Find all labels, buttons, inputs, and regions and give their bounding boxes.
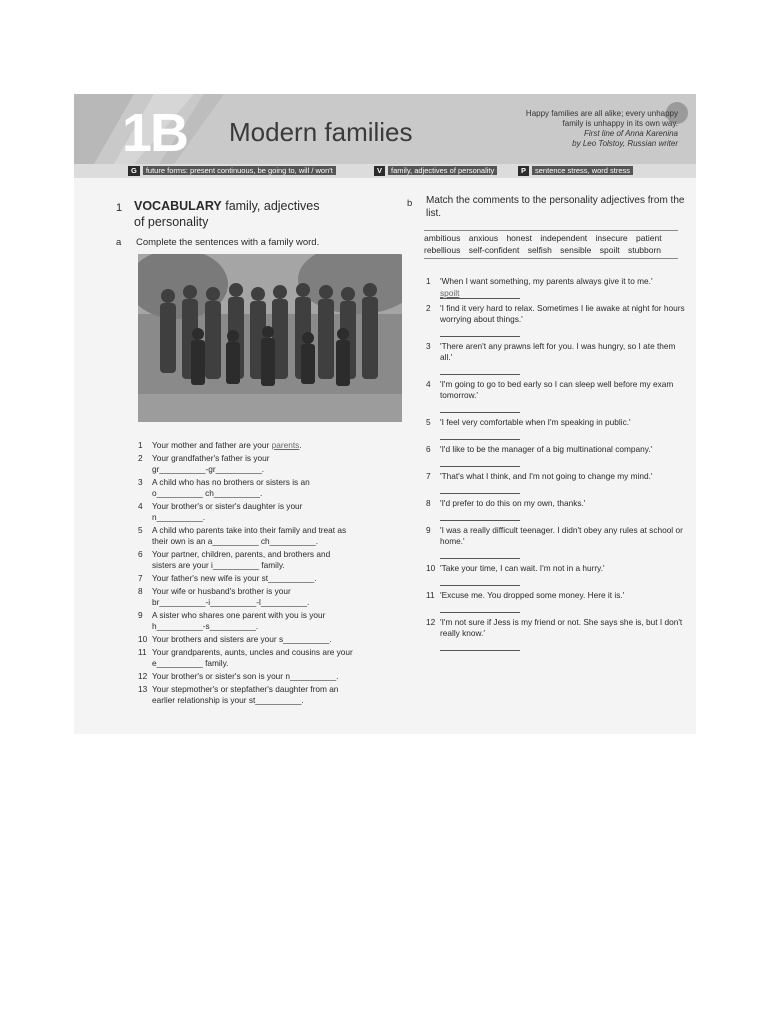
question-item	[138, 684, 398, 706]
question-number: 7	[138, 573, 143, 583]
comment-number: 2	[426, 303, 431, 313]
adjective-word: spoilt	[599, 244, 620, 255]
quote-author: by Leo Tolstoy, Russian writer	[572, 139, 678, 148]
family-photo-illustration	[138, 254, 402, 422]
comment-text: 'I'm going to go to bed early so I can sleep well before my exam tomorrow.'	[440, 379, 674, 400]
comment-text: 'I'm not sure if Jess is my friend or not. She says she is, but I don't really know.'	[440, 617, 683, 638]
part-a-instruction: Complete the sentences with a family word.	[136, 237, 320, 248]
question-item	[138, 610, 398, 632]
section-title-line2: of personality	[134, 215, 209, 229]
question-item	[138, 453, 398, 475]
unit-title: Modern families	[229, 117, 413, 147]
adjective-word: ambitious	[424, 233, 461, 243]
comment-item	[426, 590, 686, 613]
comment-item	[426, 617, 686, 651]
comment-item	[426, 379, 686, 413]
comment-text: 'I feel very comfortable when I'm speaking in public.'	[440, 417, 631, 427]
question-text: A sister who shares one parent with you is your	[152, 610, 326, 620]
quote-source: First line of Anna Karenina	[584, 129, 678, 138]
comment-item	[426, 417, 686, 440]
unit-banner	[74, 94, 696, 164]
adjective-word: selfish	[527, 244, 552, 255]
opening-quote	[478, 109, 678, 149]
adjective-word: sensible	[560, 244, 592, 255]
answer-blank[interactable]: parents	[271, 440, 300, 450]
answer-blank[interactable]	[440, 575, 520, 586]
answer-blank[interactable]: gr__________-gr__________.	[152, 464, 265, 474]
worksheet-page	[74, 94, 696, 734]
adjective-word: stubborn	[627, 244, 662, 255]
question-item	[138, 647, 398, 669]
question-text: Your brother's or sister's daughter is your	[152, 501, 303, 511]
comment-number: 7	[426, 471, 431, 481]
question-number: 6	[138, 549, 143, 559]
part-b-label: b	[407, 198, 413, 209]
question-number: 5	[138, 525, 143, 535]
comment-number: 6	[426, 444, 431, 454]
question-number: 9	[138, 610, 143, 620]
comment-item	[426, 498, 686, 521]
question-text: Your mother and father are your	[152, 440, 272, 450]
answer-blank[interactable]: br__________-i__________-l__________.	[152, 597, 310, 607]
comment-item	[426, 563, 686, 586]
answer-blank[interactable]	[440, 510, 520, 521]
question-text: A child who parents take into their family and treat as	[152, 525, 347, 535]
part-a-label: a	[116, 237, 122, 248]
adjective-word: rebellious	[424, 244, 461, 255]
question-text: Your grandfather's father is your	[152, 453, 270, 463]
grammar-tag-text: future forms: present continuous, be going to, will / won't	[143, 166, 336, 175]
question-text: Your brothers and sisters are your s__________.	[152, 634, 332, 644]
answer-blank[interactable]	[440, 602, 520, 613]
comment-number: 8	[426, 498, 431, 508]
unit-number: 1B	[122, 103, 188, 163]
adjective-word-box	[424, 230, 678, 259]
question-text: Your grandparents, aunts, uncles and cousins are your	[152, 647, 353, 657]
comment-number: 3	[426, 341, 431, 351]
question-item	[138, 501, 398, 523]
question-number: 13	[138, 684, 148, 694]
pronunciation-tag-text: sentence stress, word stress	[532, 166, 633, 175]
question-number: 3	[138, 477, 143, 487]
answer-blank[interactable]	[440, 429, 520, 440]
question-number: 12	[138, 671, 148, 681]
grammar-tag-letter: G	[128, 166, 140, 176]
answer-blank[interactable]: earlier relationship is your st__________.	[152, 695, 304, 705]
answer-blank[interactable]: their own is an a__________ ch__________.	[152, 536, 319, 546]
comment-text: 'I find it very hard to relax. Sometimes I lie awake at night for hours worrying about things.'	[440, 303, 685, 324]
answer-blank[interactable]	[440, 364, 520, 375]
family-photo	[138, 254, 402, 422]
comment-text: 'That's what I think, and I'm not going to change my mind.'	[440, 471, 653, 481]
answer-blank[interactable]	[440, 640, 520, 651]
comment-text: 'I'd prefer to do this on my own, thanks.'	[440, 498, 586, 508]
question-text: A child who has no brothers or sisters is an	[152, 477, 310, 487]
question-text: Your partner, children, parents, and brothers and	[152, 549, 331, 559]
family-word-questions	[138, 440, 398, 708]
question-text: Your father's new wife is your st__________.	[152, 573, 317, 583]
personality-comments	[426, 276, 686, 655]
comment-number: 1	[426, 276, 431, 286]
topic-tag-bar	[74, 164, 696, 178]
question-item	[138, 549, 398, 571]
adjective-word: insecure	[595, 233, 628, 243]
answer-blank[interactable]	[440, 548, 520, 559]
question-text: Your stepmother's or stepfather's daughter from an	[152, 684, 339, 694]
section-title-rest: family, adjectives	[225, 199, 320, 213]
answer-blank[interactable]: h__________-s__________.	[152, 621, 259, 631]
adjective-word: honest	[506, 233, 532, 243]
question-item	[138, 586, 398, 608]
part-b-instruction: Match the comments to the personality adjectives from the list.	[426, 195, 685, 219]
question-item	[138, 440, 398, 451]
answer-blank[interactable]	[440, 326, 520, 337]
answer-blank[interactable]: e__________ family.	[152, 658, 229, 668]
question-item	[138, 671, 398, 682]
comment-text: 'There aren't any prawns left for you. I was hungry, so I ate them all.'	[440, 341, 676, 362]
comment-item	[426, 341, 686, 375]
adjective-word: anxious	[468, 233, 499, 243]
comment-text: 'When I want something, my parents always give it to me.'	[440, 276, 653, 286]
section-title	[134, 198, 374, 230]
comment-number: 10	[426, 563, 436, 573]
comment-number: 9	[426, 525, 431, 535]
section-number: 1	[116, 202, 123, 214]
comment-item	[426, 444, 686, 467]
comment-item	[426, 276, 686, 299]
question-text: Your wife or husband's brother is your	[152, 586, 291, 596]
answer-blank[interactable]: o__________ ch__________.	[152, 488, 263, 498]
pronunciation-tag	[518, 166, 633, 176]
pronunciation-tag-letter: P	[518, 166, 529, 176]
question-text-end: .	[299, 440, 302, 450]
question-item	[138, 525, 398, 547]
vocabulary-tag-text: family, adjectives of personality	[388, 166, 497, 175]
comment-text: 'Excuse me. You dropped some money. Here it is.'	[440, 590, 625, 600]
answer-blank[interactable]: sisters are your i__________ family.	[152, 560, 285, 570]
comment-text: 'I was a really difficult teenager. I didn't obey any rules at school or home.'	[440, 525, 683, 546]
question-item	[138, 477, 398, 499]
question-number: 10	[138, 634, 148, 644]
question-item	[138, 573, 398, 584]
question-number: 11	[138, 647, 147, 657]
comment-item	[426, 303, 686, 337]
question-text: Your brother's or sister's son is your n__________.	[152, 671, 339, 681]
answer-blank[interactable]: spoilt	[440, 288, 520, 299]
vocabulary-tag-letter: V	[374, 166, 385, 176]
comment-number: 4	[426, 379, 431, 389]
grammar-tag	[128, 166, 336, 176]
quote-line: Happy families are all alike; every unhappy	[525, 109, 678, 118]
quote-line: family is unhappy in its own way.	[562, 119, 678, 128]
section-title-bold: VOCABULARY	[134, 199, 222, 213]
question-number: 1	[138, 440, 143, 450]
answer-blank[interactable]: n__________.	[152, 512, 206, 522]
vocabulary-tag	[374, 166, 497, 176]
comment-text: 'I'd like to be the manager of a big multinational company.'	[440, 444, 653, 454]
adjective-word: independent	[540, 233, 588, 243]
question-number: 4	[138, 501, 143, 511]
comment-text: 'Take your time, I can wait. I'm not in a hurry.'	[440, 563, 605, 573]
question-number: 2	[138, 453, 143, 463]
comment-item	[426, 471, 686, 494]
adjective-word: self-confident	[468, 244, 520, 255]
comment-number: 11	[426, 590, 435, 600]
answer-blank[interactable]	[440, 483, 520, 494]
answer-blank[interactable]	[440, 456, 520, 467]
question-number: 8	[138, 586, 143, 596]
adjective-word: patient	[636, 233, 662, 243]
comment-number: 5	[426, 417, 431, 427]
question-item	[138, 634, 398, 645]
answer-blank[interactable]	[440, 402, 520, 413]
comment-number: 12	[426, 617, 436, 627]
comment-item	[426, 525, 686, 559]
